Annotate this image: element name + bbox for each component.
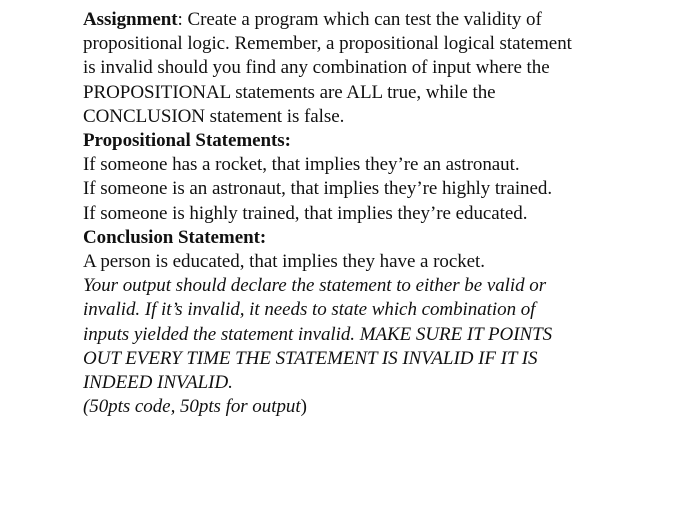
propositional-statement-2: If someone is an astronaut, that implies they’re highly trained. [83,178,553,200]
assignment-text-1: : Create a program which can test the validity of [177,9,542,30]
points-line [83,395,683,419]
propositional-statement-3: If someone is highly trained, that implies they’re educated. [83,202,528,224]
propositional-heading: Propositional Statements: [83,130,291,152]
propositional-statement-1: If someone has a rocket, that implies they’re an astronaut. [83,154,520,176]
points-text: (50pts code, 50pts for output [83,396,301,418]
assignment-text-5: CONCLUSION statement is false. [83,105,345,127]
instructions-line-5: INDEED INVALID. [83,372,233,394]
assignment-line-1 [83,8,683,32]
instructions-line-4: OUT EVERY TIME THE STATEMENT IS INVALID IF IT IS [83,347,538,369]
conclusion-statement: A person is educated, that implies they have a rocket. [83,251,485,273]
instructions-line-1: Your output should declare the statement to either be valid or [83,275,547,297]
conclusion-heading: Conclusion Statement: [83,226,267,248]
assignment-label: Assignment [83,9,178,30]
instructions-line-3: inputs yielded the statement invalid. MAKE SURE IT POINTS [83,323,553,345]
assignment-text-3: is invalid should you find any combination of input where the [83,57,550,79]
instructions-line-2: invalid. If it’s invalid, it needs to state which combination of [83,299,536,321]
assignment-document [83,8,683,419]
assignment-text-4: PROPOSITIONAL statements are ALL true, while the [83,81,496,103]
assignment-text-2: propositional logic. Remember, a propositional logical statement [83,33,572,55]
points-close-paren: ) [300,396,307,418]
